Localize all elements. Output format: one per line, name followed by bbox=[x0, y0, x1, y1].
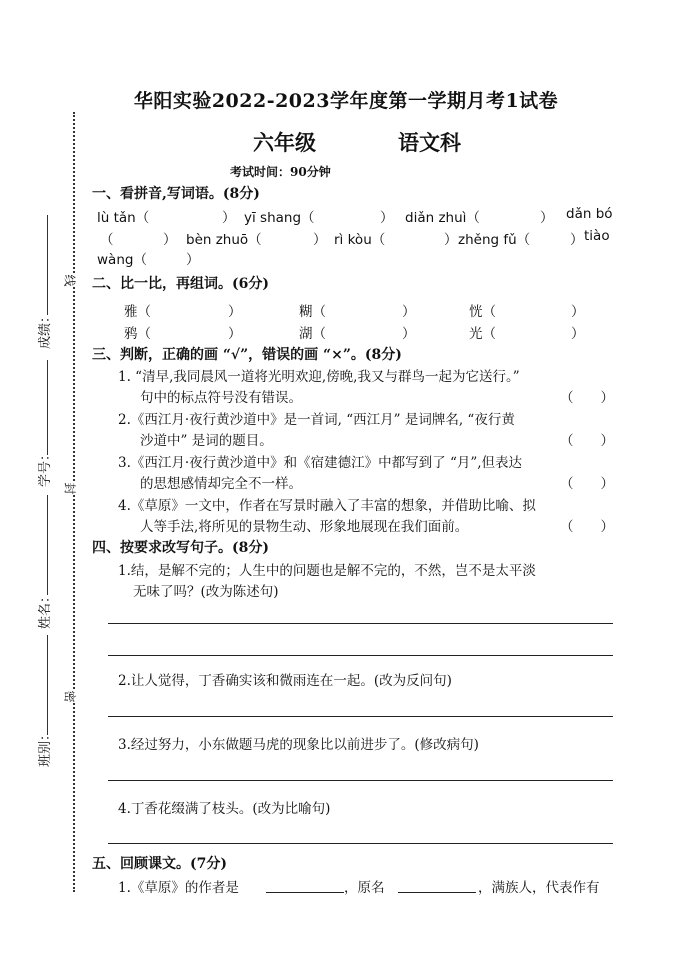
pinyin-tiao: tiào bbox=[584, 228, 610, 244]
rewrite-q1-line1: 1.结，是解不完的；人生中的问题也是解不完的，不然，岂不是太平淡 bbox=[118, 563, 536, 579]
pinyin-open: （ bbox=[100, 232, 114, 248]
judge-q3-line2: 的思想感情却完全不一样。 bbox=[140, 476, 302, 492]
paren-close: ） bbox=[402, 326, 416, 342]
seal-char-mi: 密 bbox=[62, 690, 77, 703]
exam-title: 华阳实验2022-2023学年度第一学期月考1试卷 bbox=[133, 90, 559, 112]
pinyin-yishang: yī shang（ bbox=[244, 210, 315, 226]
rewrite-q1-line2: 无味了吗？(改为陈述句) bbox=[133, 584, 279, 600]
judge-q3-line1: 3.《西江月·夜行黄沙道中》和《宿建德江》中都写到了 “月”,但表达 bbox=[118, 455, 523, 471]
section4-heading: 四、按要求改写句子。(8分) bbox=[92, 540, 269, 556]
answer-line-3[interactable] bbox=[108, 716, 613, 717]
pinyin-close: ） bbox=[570, 232, 584, 248]
class-label: 班别： bbox=[38, 727, 54, 768]
section5-heading: 五、回顾课文。(7分) bbox=[92, 856, 227, 872]
review-q1-blank-origname[interactable] bbox=[398, 892, 476, 893]
pinyin-rikou: rì kòu（ bbox=[334, 232, 386, 248]
judge-q4-answer[interactable]: （ ） bbox=[560, 519, 614, 535]
paren-close: ） bbox=[402, 304, 416, 320]
char-huang: 恍（ bbox=[469, 304, 496, 320]
pinyin-close: ） bbox=[444, 232, 458, 248]
rewrite-q4: 4.丁香花缀满了枝头。(改为比喻句) bbox=[118, 801, 331, 817]
char-ya2: 鸦（ bbox=[124, 326, 151, 342]
section1-heading: 一、看拼音,写词语。(8分) bbox=[92, 186, 260, 202]
pinyin-close: ） bbox=[380, 210, 394, 226]
judge-q4-line1: 4.《草原》一文中，作者在写景时融入了丰富的想象，并借助比喻、拟 bbox=[118, 498, 536, 514]
paren-close: ） bbox=[571, 326, 585, 342]
pinyin-close: ） bbox=[186, 252, 200, 268]
class-line bbox=[47, 635, 48, 735]
student-number-line bbox=[47, 360, 48, 455]
exam-time: 考试时间：90分钟 bbox=[230, 165, 331, 179]
pinyin-close: ） bbox=[163, 232, 177, 248]
judge-q2-line1: 2.《西江月·夜行黄沙道中》是一首词, “西江月” 是词牌名, “夜行黄 bbox=[118, 412, 515, 428]
char-hu2: 湖（ bbox=[299, 326, 326, 342]
pinyin-danbo: dǎn bó bbox=[566, 206, 613, 222]
answer-line-4[interactable] bbox=[108, 780, 613, 781]
char-hu: 糊（ bbox=[299, 304, 326, 320]
pinyin-zhengfu: zhěng fǔ（ bbox=[458, 232, 531, 248]
review-q1-part2: ，原名 bbox=[344, 880, 385, 896]
answer-line-1[interactable] bbox=[108, 623, 613, 624]
name-label: 姓名： bbox=[38, 589, 54, 630]
pinyin-close: ） bbox=[222, 210, 236, 226]
pinyin-close: ） bbox=[540, 210, 554, 226]
rewrite-q2: 2.让人觉得，丁香确实该和微雨连在一起。(改为反问句) bbox=[118, 673, 452, 689]
judge-q2-answer[interactable]: （ ） bbox=[560, 433, 614, 449]
paren-close: ） bbox=[228, 326, 242, 342]
paren-close: ） bbox=[571, 304, 585, 320]
name-line bbox=[47, 495, 48, 595]
pinyin-dianzhui: diǎn zhuì（ bbox=[405, 210, 480, 226]
pinyin-lutan: lù tǎn（ bbox=[97, 210, 150, 226]
char-guang: 光（ bbox=[469, 326, 496, 342]
pinyin-close: ） bbox=[313, 232, 327, 248]
review-q1-blank-author[interactable] bbox=[266, 892, 344, 893]
answer-line-2[interactable] bbox=[108, 655, 613, 656]
subject-label: 语文科 bbox=[398, 130, 461, 155]
judge-q1-answer[interactable]: （ ） bbox=[560, 390, 614, 406]
grade-label: 六年级 bbox=[253, 130, 316, 155]
seal-char-feng: 封 bbox=[62, 482, 77, 495]
judge-q2-line2: 沙道中” 是词的题目。 bbox=[140, 433, 273, 449]
review-q1-part1: 1.《草原》的作者是 bbox=[118, 880, 239, 896]
review-q1-part3: ，满族人，代表作有 bbox=[478, 880, 600, 896]
section3-heading: 三、判断，正确的画 “√”，错误的画 “×”。(8分) bbox=[92, 347, 402, 363]
judge-q3-answer[interactable]: （ ） bbox=[560, 476, 614, 492]
pinyin-benzhuo: bèn zhuō（ bbox=[186, 232, 262, 248]
student-number-label: 学号： bbox=[38, 447, 54, 488]
paren-close: ） bbox=[228, 304, 242, 320]
binding-dotted-line bbox=[73, 112, 75, 892]
judge-q1-line2: 句中的标点符号没有错误。 bbox=[140, 390, 302, 406]
seal-char-xian: 线 bbox=[62, 274, 77, 287]
char-ya: 雅（ bbox=[124, 304, 151, 320]
section2-heading: 二、比一比，再组词。(6分) bbox=[92, 276, 269, 292]
judge-q1-line1: 1. “清早,我同晨风一道将光明欢迎,傍晚,我又与群鸟一起为它送行。” bbox=[118, 369, 520, 385]
score-line bbox=[47, 215, 48, 315]
rewrite-q3: 3.经过努力，小东做题马虎的现象比以前进步了。(修改病句) bbox=[118, 737, 479, 753]
judge-q4-line2: 人等手法,将所见的景物生动、形象地展现在我们面前。 bbox=[140, 519, 469, 535]
pinyin-wang: wàng（ bbox=[97, 252, 147, 268]
answer-line-5[interactable] bbox=[108, 843, 613, 844]
score-label: 成绩： bbox=[38, 309, 54, 350]
